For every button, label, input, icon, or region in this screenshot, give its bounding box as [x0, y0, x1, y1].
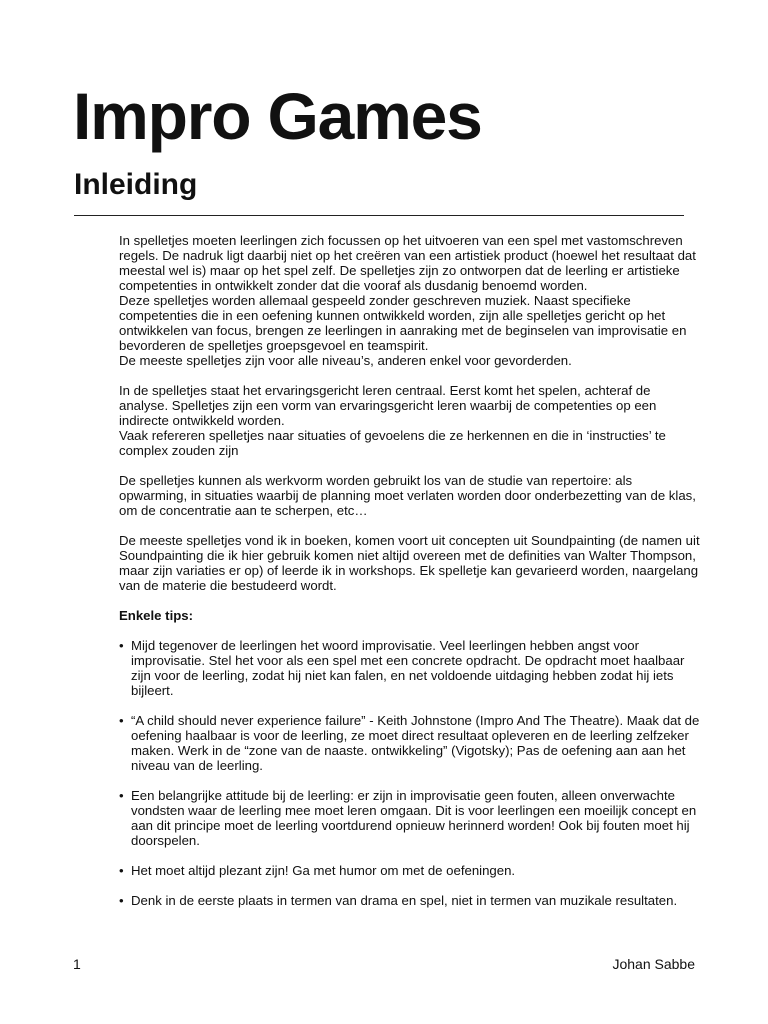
sources-paragraph: [119, 533, 701, 593]
paragraph-line: Deze spelletjes worden allemaal gespeeld zonder geschreven muziek. Naast specifieke competenties die in een oefening kunnen ontwikkeld worden, zijn alle spelletjes gericht op het ontwikkelen van focus, brengen ze leerlingen in aanraking met de beginselen van improvisatie en bevorderen de spelletjes groepsgevoel en teamspirit.: [119, 293, 687, 353]
paragraph-line: In spelletjes moeten leerlingen zich focussen op het uitvoeren van een spel met vastomschreven regels. De nadruk ligt daarbij niet op het creëren van een artistiek product (hoewel het resultaat dat meestal wel is) maar op het spel zelf. De spelletjes zijn zo ontworpen dat de leerling er artistieke competenties in ontwikkelt zonder dat die vooraf als dusdanig benoemd worden.: [119, 233, 696, 293]
tip-item: • Het moet altijd plezant zijn! Ga met humor om met de oefeningen.: [119, 863, 701, 878]
learning-paragraph: [119, 383, 701, 458]
paragraph-line: De meeste spelletjes zijn voor alle niveau’s, anderen enkel voor gevorderden.: [119, 353, 572, 368]
tips-list: [119, 638, 701, 908]
document-body: [119, 233, 701, 923]
tip-item: • Mijd tegenover de leerlingen het woord improvisatie. Veel leerlingen hebben angst voor improvisatie. Stel het voor als een spel met een concrete opdracht. De opdracht moet haalbaar zijn voor de leerling, zodat hij niet kan falen, en net voldoende uitdaging hebben zodat hij iets bijleert.: [119, 638, 701, 698]
footer-author: Johan Sabbe: [612, 956, 695, 972]
page-number: 1: [73, 956, 81, 972]
intro-paragraph: [119, 233, 701, 368]
tip-item: • “A child should never experience failure” - Keith Johnstone (Impro And The Theatre). Maak dat de oefening haalbaar is voor de leerling, ze moet direct resultaat opleveren en de leerling zelfzeker maken. Werk in de “zone van de naaste. ontwikkeling” (Vigotsky); Pas de oefening aan aan het niveau van de leerling.: [119, 713, 701, 773]
section-title: Inleiding: [74, 168, 198, 201]
tip-item: • Denk in de eerste plaats in termen van drama en spel, niet in termen van muzikale resultaten.: [119, 893, 701, 908]
paragraph-line: In de spelletjes staat het ervaringsgericht leren centraal. Eerst komt het spelen, achteraf de analyse. Spelletjes zijn een vorm van ervaringsgericht leren waarbij de competenties op een indirecte ontwikkeld worden.: [119, 383, 657, 428]
usage-paragraph: [119, 473, 701, 518]
page-title: Impro Games: [73, 79, 482, 153]
paragraph-line: De meeste spelletjes vond ik in boeken, komen voort uit concepten uit Soundpainting (de namen uit Soundpainting die ik hier gebruik komen niet altijd overeen met de definities van Walter Thompson, maar zijn variaties er op) of leerde ik in workshops. Ek spelletje kan gevarieerd worden, naargelang van de materie die bestudeerd wordt.: [119, 533, 700, 593]
paragraph-line: Vaak refereren spelletjes naar situaties of gevoelens die ze herkennen en die in ‘instructies’ te complex zouden zijn: [119, 428, 666, 458]
tips-heading: Enkele tips:: [119, 608, 194, 623]
paragraph-line: De spelletjes kunnen als werkvorm worden gebruikt los van de studie van repertoire: als opwarming, in situaties waarbij de planning moet verlaten worden door onderbezetting van de klas, om de concentratie aan te scherpen, etc…: [119, 473, 696, 518]
tip-item: • Een belangrijke attitude bij de leerling: er zijn in improvisatie geen fouten, alleen onverwachte vondsten waar de leerling mee moet leren omgaan. Dit is voor leerlingen een moeilijk concept en aan dit principe moet de leerling voortdurend opnieuw herinnerd worden! Ook bij fouten moet hij doorspelen.: [119, 788, 701, 848]
section-divider: [74, 215, 684, 216]
